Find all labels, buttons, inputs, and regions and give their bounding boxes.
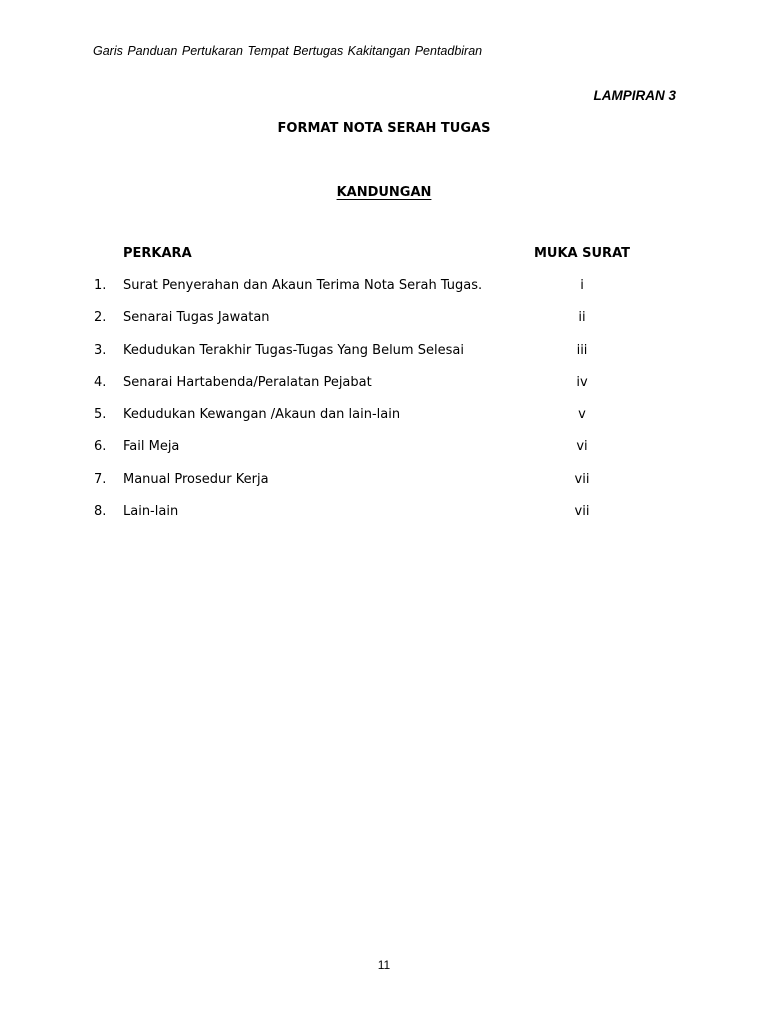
entry-page: vii [574, 504, 590, 520]
entry-number: 4. [94, 374, 107, 390]
contents-entry [0, 278, 768, 310]
entry-number: 3. [94, 342, 107, 358]
entry-title: Fail Meja [123, 439, 180, 455]
entry-number: 1. [94, 278, 107, 293]
document-title: FORMAT NOTA SERAH TUGAS [277, 121, 491, 136]
contents-list [0, 278, 768, 536]
entry-title: Kedudukan Terakhir Tugas-Tugas Yang Belum Selesai [123, 342, 464, 358]
entry-page: iv [576, 374, 588, 390]
contents-entry [0, 504, 768, 536]
contents-entry [0, 310, 768, 342]
contents-heading: KANDUNGAN [336, 185, 432, 200]
entry-title: Senarai Hartabenda/Peralatan Pejabat [123, 374, 372, 390]
contents-entry [0, 472, 768, 504]
entry-page: vii [574, 471, 590, 487]
running-header: Garis Panduan Pertukaran Tempat Bertugas Kakitangan Pentadbiran [93, 44, 483, 58]
entry-title: Surat Penyerahan dan Akaun Terima Nota Serah Tugas. [123, 278, 483, 293]
entry-page: vi [576, 439, 588, 455]
appendix-label: LAMPIRAN 3 [593, 88, 676, 103]
contents-entry [0, 439, 768, 471]
entry-page: v [578, 407, 586, 423]
entry-page: ii [578, 310, 586, 326]
entry-page: iii [576, 342, 588, 358]
column-header-page: MUKA SURAT [533, 246, 630, 261]
entry-page: i [580, 278, 584, 293]
entry-title: Senarai Tugas Jawatan [123, 310, 270, 326]
entry-number: 2. [94, 310, 107, 326]
page-number: 11 [377, 958, 391, 972]
entry-number: 6. [94, 439, 107, 455]
contents-entry [0, 407, 768, 439]
contents-entry [0, 375, 768, 407]
entry-title: Lain-lain [123, 504, 179, 520]
entry-title: Kedudukan Kewangan /Akaun dan lain-lain [123, 407, 401, 423]
column-header-item: PERKARA [123, 246, 192, 261]
entry-number: 5. [94, 407, 107, 423]
entry-number: 7. [94, 471, 107, 487]
entry-number: 8. [94, 504, 107, 520]
entry-title: Manual Prosedur Kerja [123, 471, 269, 487]
contents-entry [0, 343, 768, 375]
